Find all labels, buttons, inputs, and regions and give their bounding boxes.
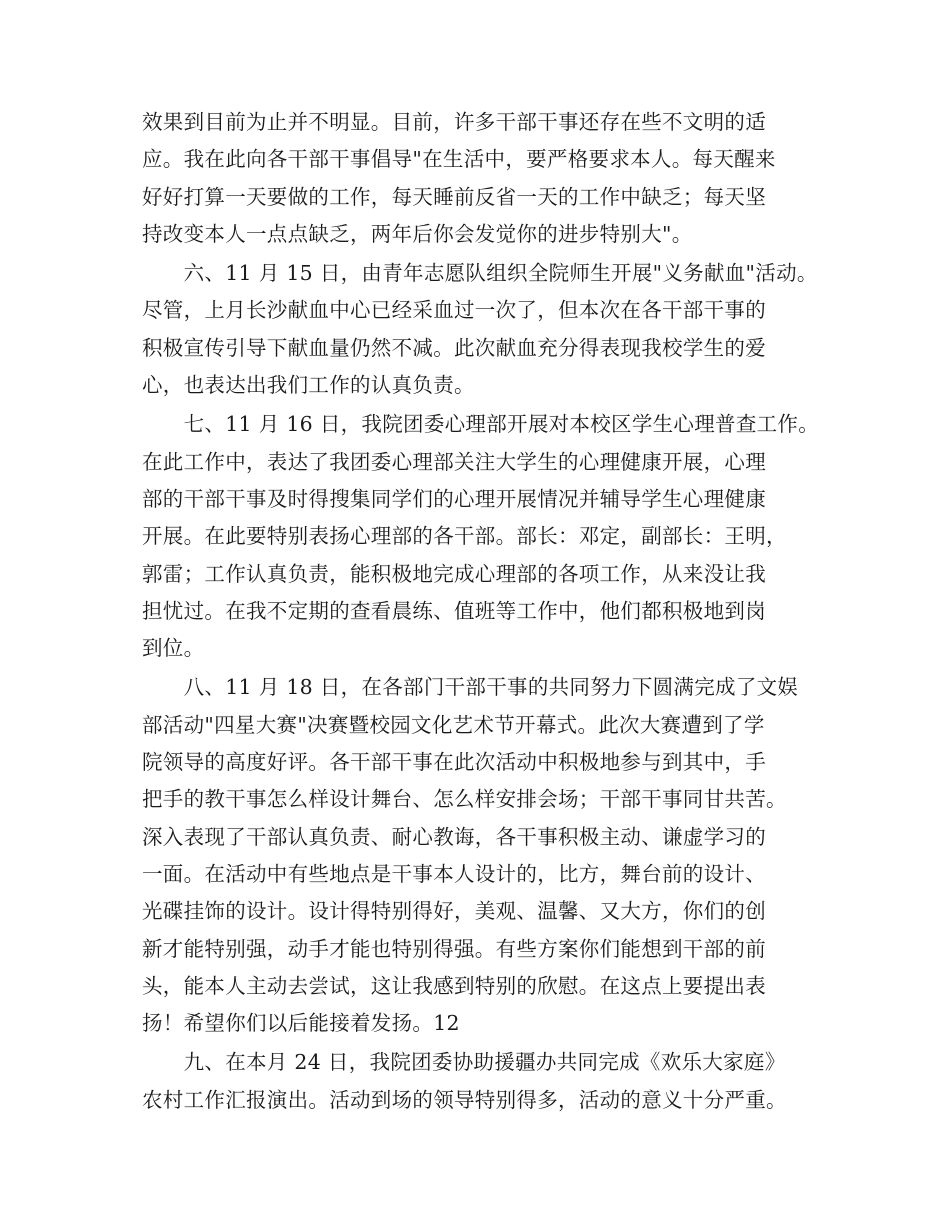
text-line: 郭雷；工作认真负责，能积极地完成心理部的各项工作，从来没让我 [142, 561, 766, 586]
text-line: 尽管，上月长沙献血中心已经采血过一次了，但本次在各干部干事的 [142, 298, 766, 323]
text-line: 心，也表达出我们工作的认真负责。 [142, 373, 475, 398]
document-body [142, 104, 827, 1119]
text-line: 积极宣传引导下献血量仍然不减。此次献血充分得表现我校学生的爱 [142, 335, 766, 360]
text-line: 持改变本人一点点缺乏，两年后你会发觉你的进步特别大"。 [142, 221, 693, 246]
text-line: 扬！希望你们以后能接着发扬。12 [142, 1011, 460, 1036]
text-line: 头，能本人主动去尝试，这让我感到特别的欣慰。在这点上要提出表 [142, 973, 766, 998]
text-line: 到位。 [142, 636, 205, 661]
text-line: 一面。在活动中有些地点是干事本人设计的，比方，舞台前的设计、 [142, 861, 766, 886]
text-line: 好好打算一天要做的工作，每天睡前反省一天的工作中缺乏；每天坚 [142, 184, 766, 209]
text-line: 把手的教干事怎么样设计舞台、怎么样安排会场；干部干事同甘共苦。 [142, 787, 787, 812]
text-line: 部活动"四星大赛"决赛暨校园文化艺术节开幕式。此次大赛遭到了学 [142, 712, 765, 737]
text-line: 部的干部干事及时得搜集同学们的心理开展情况并辅导学生心理健康 [142, 486, 766, 511]
text-line: 院领导的高度好评。各干部干事在此次活动中积极地参与到其中，手 [142, 750, 766, 775]
text-line: 六、11 月 15 日，由青年志愿队组织全院师生开展"义务献血"活动。 [142, 261, 818, 286]
text-line: 在此工作中，表达了我团委心理部关注大学生的心理健康开展，心理 [142, 449, 766, 474]
text-line: 深入表现了干部认真负责、耐心教诲，各干事积极主动、谦虚学习的 [142, 824, 766, 849]
paragraph-six [142, 255, 827, 404]
text-line: 新才能特别强，动手才能也特别得强。有些方案你们能想到干部的前 [142, 936, 766, 961]
text-line: 九、在本月 24 日，我院团委协助援疆办共同完成《欢乐大家庭》 [142, 1050, 786, 1075]
text-line: 开展。在此要特别表扬心理部的各干部。部长：邓定，副部长：王明， [142, 524, 787, 549]
text-line: 七、11 月 16 日，我院团委心理部开展对本校区学生心理普查工作。 [142, 412, 820, 437]
text-line: 光碟挂饰的设计。设计得特别得好，美观、温馨、又大方，你们的创 [142, 899, 766, 924]
text-line: 八、11 月 18 日，在各部门干部干事的共同努力下圆满完成了文娱 [142, 675, 799, 700]
paragraph-eight [142, 669, 827, 1042]
text-line: 效果到目前为止并不明显。目前，许多干部干事还存在些不文明的适 [142, 110, 766, 134]
text-line: 担忧过。在我不定期的查看晨练、值班等工作中，他们都积极地到岗 [142, 598, 766, 623]
text-line: 农村工作汇报演出。活动到场的领导特别得多，活动的意义十分严重。 [142, 1087, 787, 1112]
paragraph-continuation [142, 104, 827, 253]
paragraph-nine [142, 1044, 827, 1119]
text-line: 应。我在此向各干部干事倡导"在生活中，要严格要求本人。每天醒来 [142, 147, 776, 172]
paragraph-seven [142, 406, 827, 667]
